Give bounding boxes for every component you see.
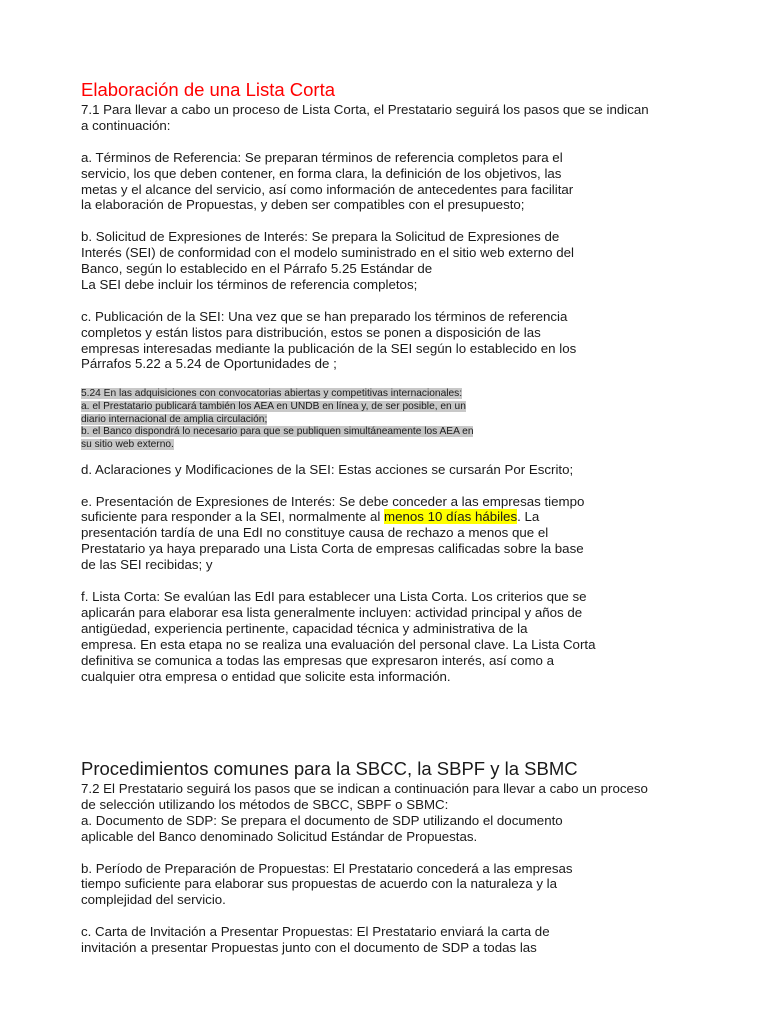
paragraph-f: f. Lista Corta: Se evalúan las EdI para establecer una Lista Corta. Los criterios que se aplicarán para elaborar esa lista generalmente incluyen: actividad principal y años de antigüedad, experiencia pertinente, capacidad técnica y administrativa de la empresa. En esta etapa no se realiza una evaluación del personal clave. La Lista Corta definitiva se comunica a todas las empresas que expresaron interés, así como a cualquier otra empresa o entidad que solicite esta información. — [81, 588, 596, 684]
paragraph-7-1: 7.1 Para llevar a cabo un proceso de Lista Corta, el Prestatario seguirá los pasos que se indican a continuación: — [81, 102, 649, 133]
highlight-menos-10-dias: menos 10 días hábiles — [384, 509, 518, 525]
paragraph-2-b: b. Período de Preparación de Propuestas: El Prestatario concederá a las empresas tiempo suficiente para elaborar sus propuestas de acuerdo con la naturaleza y la complejidad del servicio. — [81, 860, 573, 908]
footnote-5-24: 5.24 En las adquisiciones con convocatorias abiertas y competitivas internacionales: a. el Prestatario publicará también los AEA en UNDB en línea y, de ser posible, en un diario internacional de amplia circulación; b. el Banco dispondrá lo necesario para que se publiquen simultáneamente los AEA en su sitio web externo. — [81, 388, 474, 451]
paragraph-7-2: 7.2 El Prestatario seguirá los pasos que se indican a continuación para llevar a cabo un proceso de selección utilizando los métodos de SBCC, SBPF o SBMC: a. Documento de SDP: Se prepara el documento de SDP utilizando el documento aplicable del Banco denominado Solicitud Estándar de Propuestas. — [81, 781, 648, 844]
paragraph-c: c. Publicación de la SEI: Una vez que se han preparado los términos de referencia completos y están listos para distribución, estos se ponen a disposición de las empresas interesadas mediante la publicación de la SEI según lo establecido en los Párrafos 5.22 a 5.24 de Oportunidades de ; — [81, 308, 577, 372]
document-body — [81, 78, 721, 956]
section-heading-procedimientos: Procedimientos comunes para la SBCC, la SBPF y la SBMC — [81, 758, 578, 780]
paragraph-a: a. Términos de Referencia: Se preparan términos de referencia completos para el servicio, los que deben contener, en forma clara, la definición de los objetivos, las metas y el alcance del servicio, así como información de antecedentes para facilitar la elaboración de Propuestas, y deben ser compatibles con el presupuesto; — [81, 149, 574, 213]
section-heading-lista-corta: Elaboración de una Lista Corta — [81, 79, 336, 100]
paragraph-d: d. Aclaraciones y Modificaciones de la SEI: Estas acciones se cursarán Por Escrito; — [81, 461, 574, 477]
paragraph-b: b. Solicitud de Expresiones de Interés: Se prepara la Solicitud de Expresiones de Interés (SEI) de conformidad con el modelo suministrado en el sitio web externo del Banco, según lo establecido en el Párrafo 5.25 Estándar de La SEI debe incluir los términos de referencia completos; — [81, 229, 574, 292]
paragraph-e: e. Presentación de Expresiones de Interés: Se debe conceder a las empresas tiempo suficiente para responder a la SEI, normalmente al menos 10 días hábiles. La presentación tardía de una EdI no constituye causa de rechazo a menos que el Prestatario ya haya preparado una Lista Corta de empresas calificadas sobre la base de las SEI recibidas; y — [81, 493, 585, 573]
paragraph-2-c: c. Carta de Invitación a Presentar Propuestas: El Prestatario enviará la carta de invitación a presentar Propuestas junto con el documento de SDP a todas las — [81, 924, 550, 956]
